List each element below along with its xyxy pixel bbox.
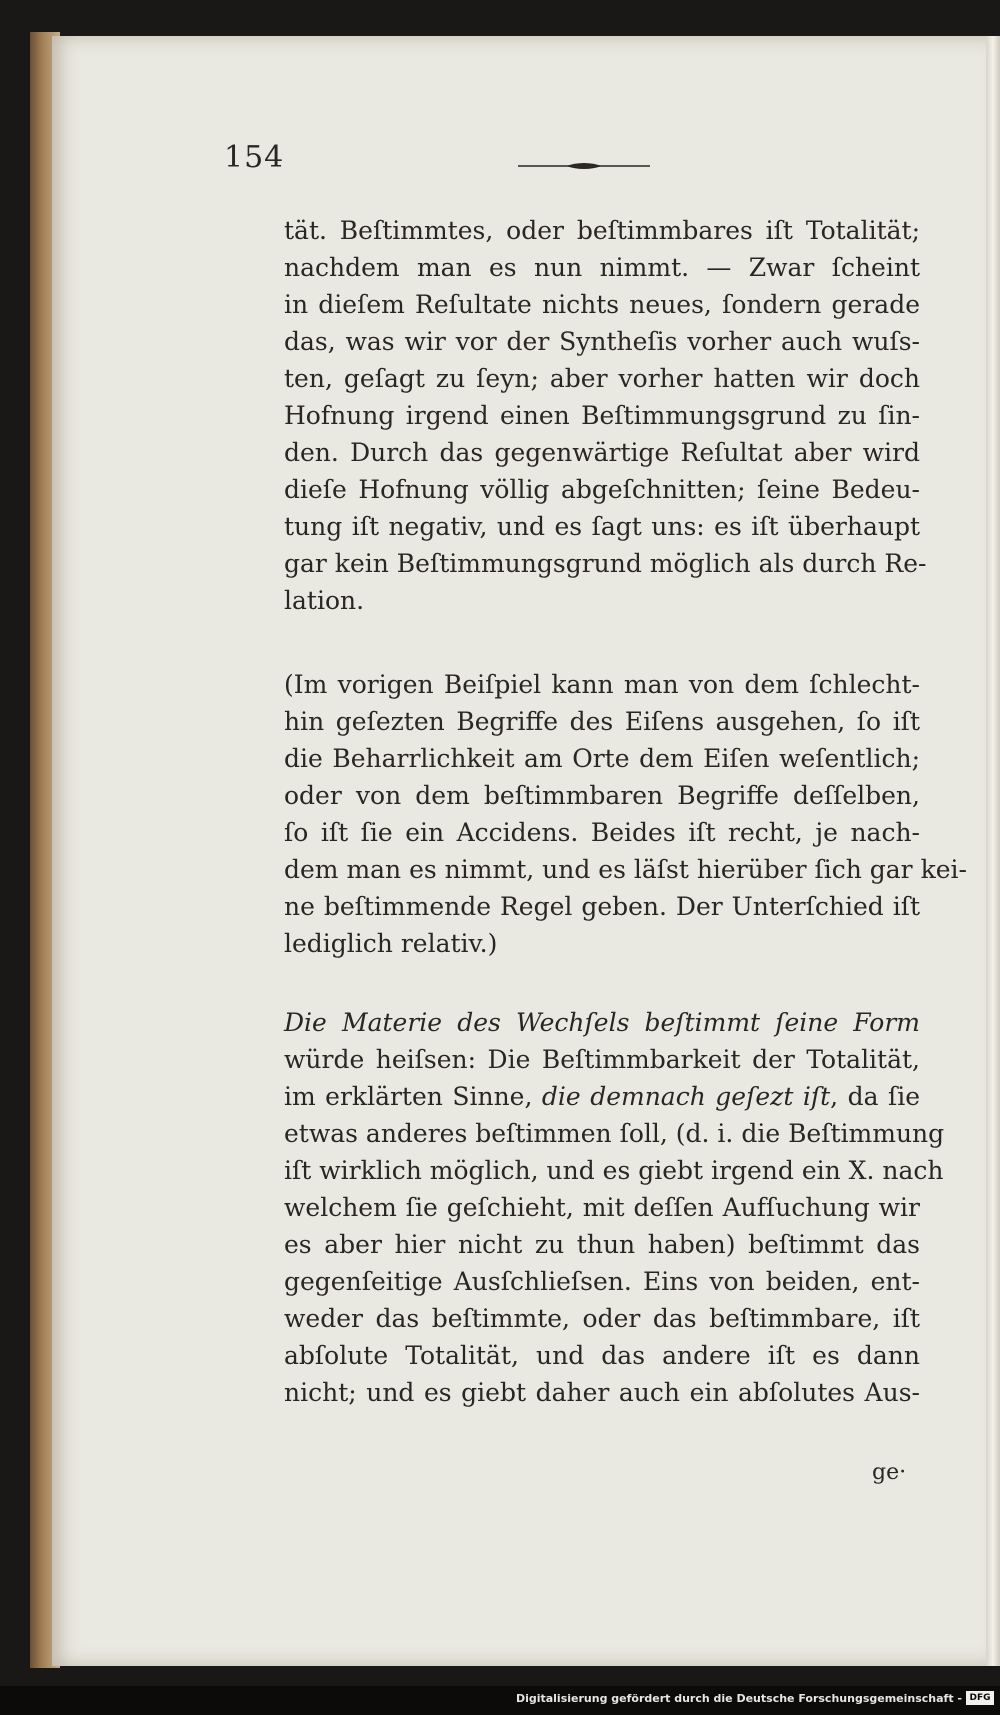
page-fore-edge (986, 36, 1000, 1666)
text-line: oder von dem beſtimmbaren Begriffe deſſelben, (284, 781, 920, 810)
dfg-logo-icon: DFG (966, 1691, 994, 1705)
text-line: in dieſem Reſultate nichts neues, ſondern gerade (284, 290, 920, 319)
text-line: Hofnung irgend einen Beſtimmungsgrund zu ſin- (284, 401, 920, 430)
text-line: dieſe Hofnung völlig abgeſchnitten; ſeine Bedeu- (284, 475, 920, 504)
text-line: tung iſt negativ, und es ſagt uns: es iſt überhaupt (284, 512, 920, 541)
text-line: ne beſtimmende Regel geben. Der Unterſchied iſt (284, 892, 920, 921)
footer-credit: Digitalisierung gefördert durch die Deutsche Forschungsgemeinschaft - (515, 1692, 962, 1705)
text-line: etwas anderes beſtimmen ſoll, (d. i. die Beſtimmung (284, 1119, 945, 1148)
page-number: 154 (224, 140, 285, 175)
paragraph-2 (284, 666, 967, 962)
text-line: tät. Beſtimmtes, oder beſtimmbares iſt Totalität; (284, 216, 920, 245)
text-line: ten, geſagt zu ſeyn; aber vorher hatten wir doch (284, 364, 920, 393)
text-line: lation. (284, 586, 365, 615)
text-line: dem man es nimmt, und es läſst hierüber ſich gar kei- (284, 855, 967, 884)
emphasis-text: die demnach geſezt iſt (541, 1082, 831, 1111)
paragraph-1 (284, 212, 927, 619)
text-line: gegenſeitige Ausſchlieſsen. Eins von beiden, ent- (284, 1267, 920, 1296)
text-line: es aber hier nicht zu thun haben) beſtimmt das (284, 1230, 920, 1259)
text-line: ſo iſt ſie ein Accidens. Beides iſt recht, je nach- (284, 818, 920, 847)
text-line: nachdem man es nun nimmt. — Zwar ſcheint (284, 253, 920, 282)
text-line: im erklärten Sinne, die demnach geſezt iſt, da ſie (284, 1082, 921, 1111)
text-line: den. Durch das gegenwärtige Reſultat aber wird (284, 438, 920, 467)
text-line: die Beharrlichkeit am Orte dem Eiſen weſentlich; (284, 744, 920, 773)
text-line: iſt wirklich möglich, und es giebt irgend ein X. nach (284, 1156, 944, 1185)
text-line: nicht; und es giebt daher auch ein abſolutes Aus- (284, 1378, 920, 1407)
text-line: welchem ſie geſchieht, mit deſſen Aufſuchung wir (284, 1193, 920, 1222)
text-line: würde heiſsen: Die Beſtimmbarkeit der Totalität, (284, 1045, 920, 1074)
catchword: ge· (872, 1460, 907, 1485)
text-line: Die Materie des Wechſels beſtimmt ſeine Form (284, 1008, 920, 1037)
text-line: abſolute Totalität, und das andere iſt es dann (284, 1341, 920, 1370)
paragraph-3 (284, 1004, 945, 1411)
text-line: (Im vorigen Beiſpiel kann man von dem ſchlecht- (284, 670, 920, 699)
text-line: gar kein Beſtimmungsgrund möglich als durch Re- (284, 549, 927, 578)
text-line: das, was wir vor der Syntheſis vorher auch wuſs- (284, 327, 920, 356)
ornament-rule-icon (516, 160, 652, 172)
digitization-footer (0, 1686, 1000, 1715)
text-line: weder das beſtimmte, oder das beſtimmbare, iſt (284, 1304, 920, 1333)
text-line: lediglich relativ.) (284, 929, 498, 958)
text-line: hin geſezten Begriffe des Eiſens ausgehen, ſo iſt (284, 707, 920, 736)
